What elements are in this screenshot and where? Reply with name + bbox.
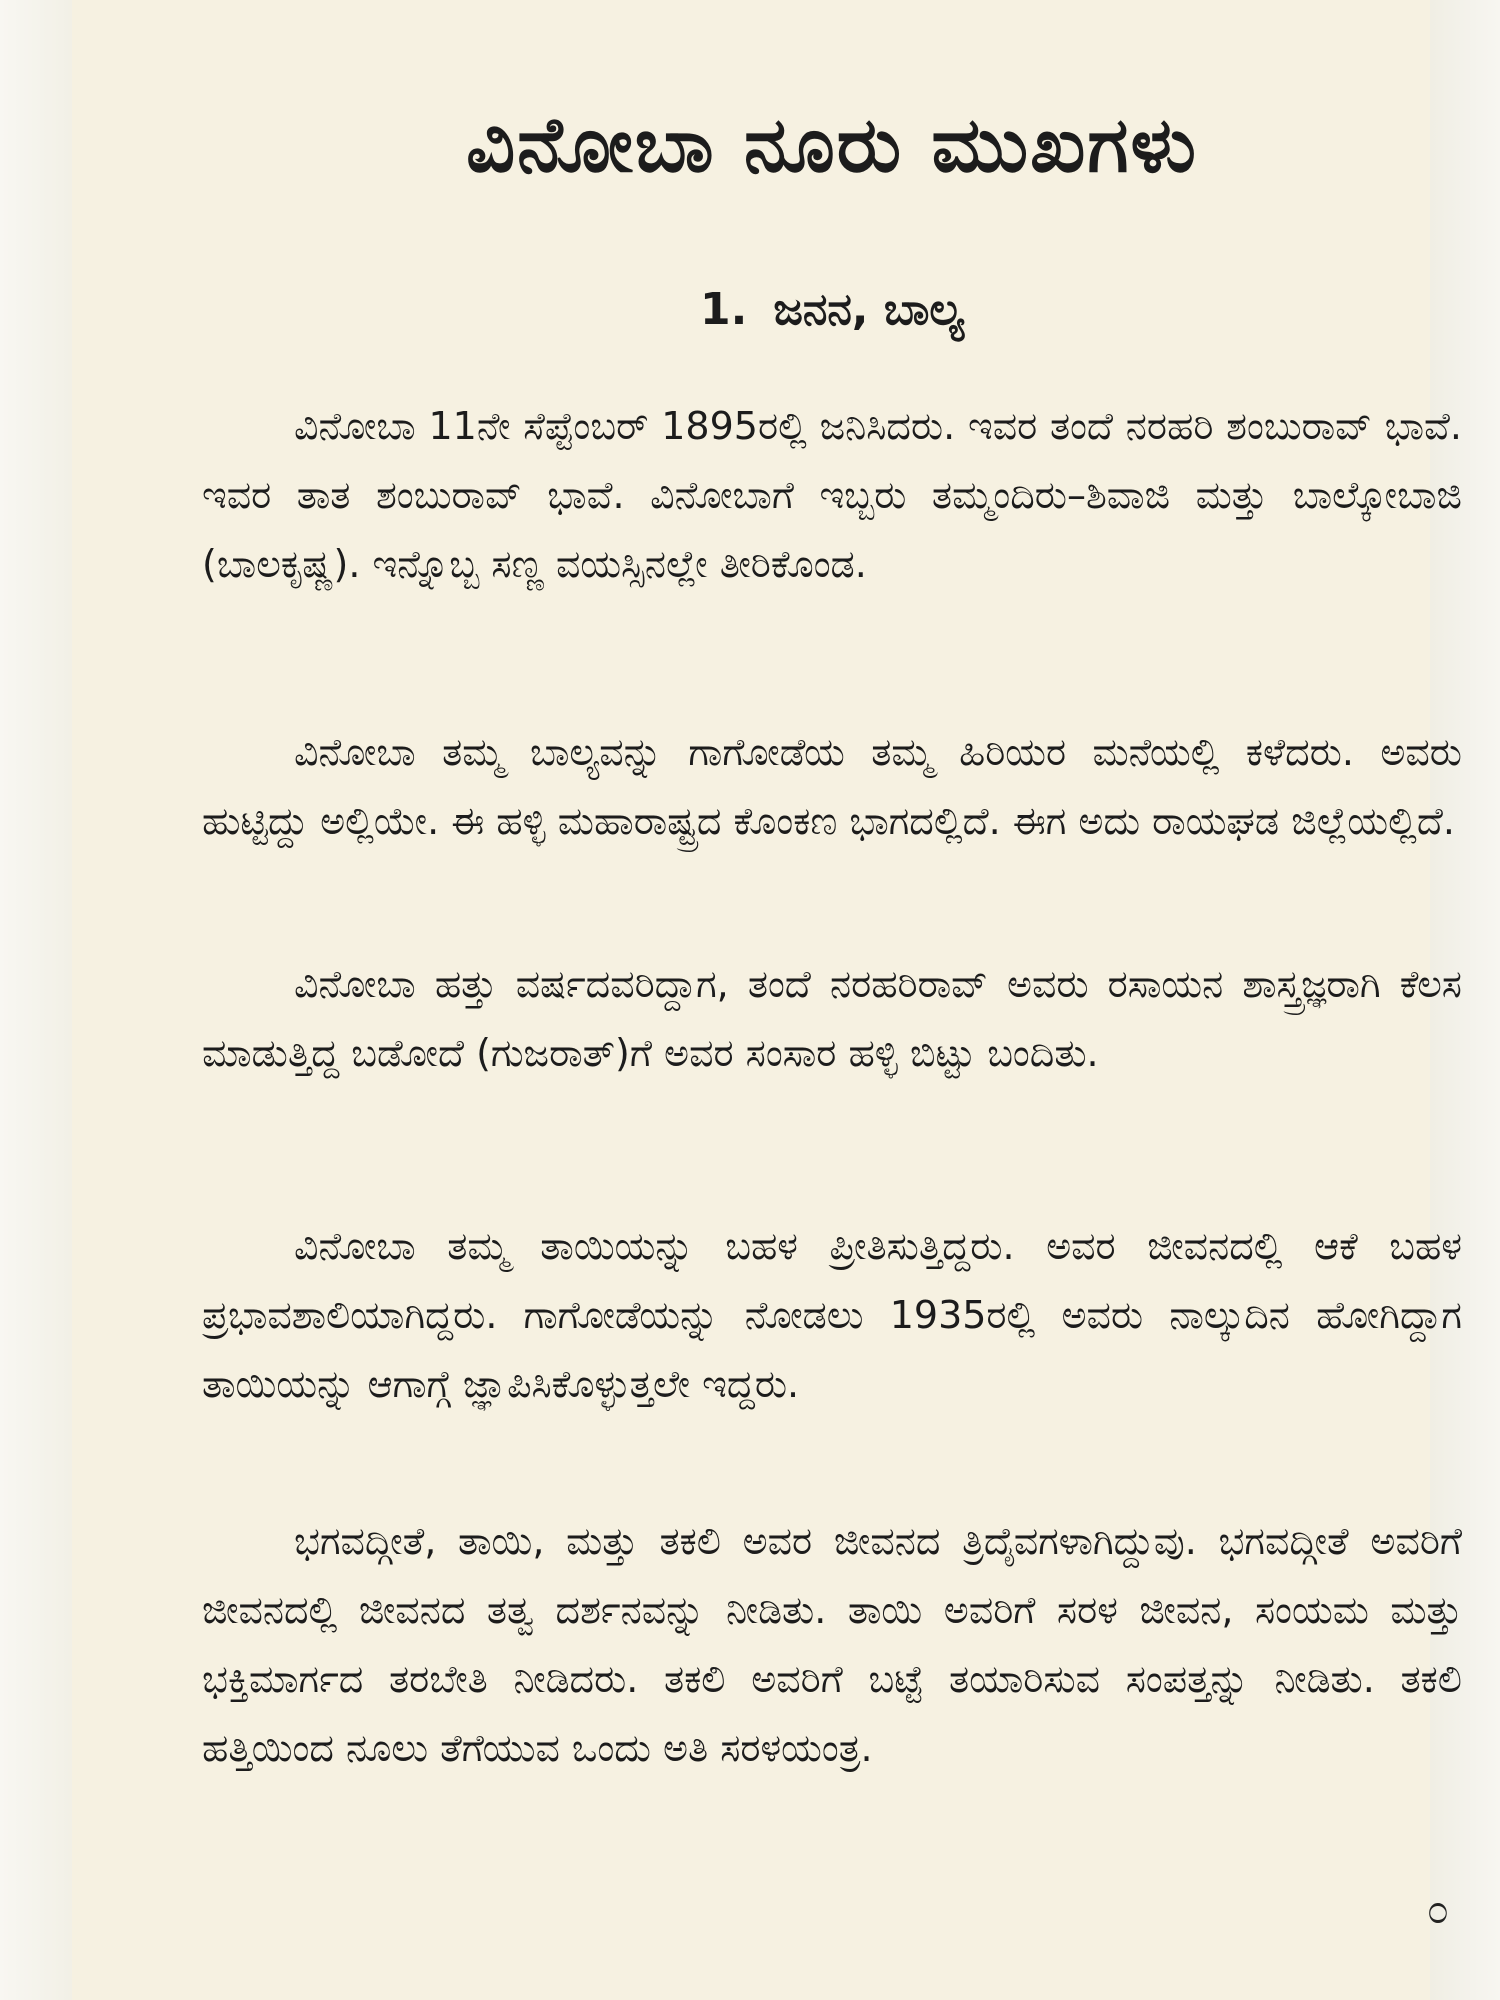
scan-margin-left (0, 0, 72, 2000)
paragraph-three-deities: ಭಗವದ್ಗೀತೆ, ತಾಯಿ, ಮತ್ತು ತಕಲಿ ಅವರ ಜೀವನದ ತ್ರಿದೈವಗಳಾಗಿದ್ದುವು. ಭಗವದ್ಗೀತೆ ಅವರಿಗೆ ಜೀವನದಲ್ಲಿ ಜೀವನದ ತತ್ವ ದರ್ಶನವನ್ನು ನೀಡಿತು. ತಾಯಿ ಅವರಿಗೆ ಸರಳ ಜೀವನ, ಸಂಯಮ ಮತ್ತು ಭಕ್ತಿಮಾರ್ಗದ ತರಬೇತಿ ನೀಡಿದರು. ತಕಲಿ ಅವರಿಗೆ ಬಟ್ಟೆ ತಯಾರಿಸುವ ಸಂಪತ್ತನ್ನು ನೀಡಿತು. ತಕಲಿ ಹತ್ತಿಯಿಂದ ನೂಲು ತೆಗೆಯುವ ಒಂದು ಅತಿ ಸರಳಯಂತ್ರ. (202, 1519, 1462, 1770)
chapter-heading (202, 280, 1462, 340)
running-head-faded (242, 0, 1402, 24)
paragraph-move-to-baroda: ವಿನೋಬಾ ಹತ್ತು ವರ್ಷದವರಿದ್ದಾಗ, ತಂದೆ ನರಹರಿರಾವ್ ಅವರು ರಸಾಯನ ಶಾಸ್ತ್ರಜ್ಞರಾಗಿ ಕೆಲಸ ಮಾಡುತ್ತಿದ್ದ ಬಡೋದೆ (ಗುಜರಾತ್)ಗೆ ಅವರ ಸಂಸಾರ ಹಳ್ಳಿ ಬಿಟ್ಟು ಬಂದಿತು. (202, 962, 1462, 1075)
book-page (72, 0, 1462, 2000)
page-number: ೦ (1426, 1887, 1450, 1933)
book-title: ವಿನೋಬಾ ನೂರು ಮುಖಗಳು (466, 100, 1198, 189)
paragraph-birth: ವಿನೋಬಾ 11ನೇ ಸೆಪ್ಟೆಂಬರ್ 1895ರಲ್ಲಿ ಜನಿಸಿದರು. ಇವರ ತಂದೆ ನರಹರಿ ಶಂಬುರಾವ್ ಭಾವೆ. ಇವರ ತಾತ ಶಂಬುರಾವ್ ಭಾವೆ. ವಿನೋಬಾಗೆ ಇಬ್ಬರು ತಮ್ಮಂದಿರು–ಶಿವಾಜಿ ಮತ್ತು ಬಾಲ್ಕೋಬಾಜಿ (ಬಾಲಕೃಷ್ಣ). ಇನ್ನೊಬ್ಬ ಸಣ್ಣ ವಯಸ್ಸಿನಲ್ಲೇ ತೀರಿಕೊಂಡ. (202, 404, 1462, 586)
chapter-number: 1. (699, 284, 748, 335)
paragraph-childhood: ವಿನೋಬಾ ತಮ್ಮ ಬಾಲ್ಯವನ್ನು ಗಾಗೋಡೆಯ ತಮ್ಮ ಹಿರಿಯರ ಮನೆಯಲ್ಲಿ ಕಳೆದರು. ಅವರು ಹುಟ್ಟಿದ್ದು ಅಲ್ಲಿಯೇ. ಈ ಹಳ್ಳಿ ಮಹಾರಾಷ್ಟ್ರದ ಕೊಂಕಣ ಭಾಗದಲ್ಲಿದೆ. ಈಗ ಅದು ರಾಯಘಡ ಜಿಲ್ಲೆಯಲ್ಲಿದೆ. (202, 730, 1462, 843)
chapter-title: ಜನನ, ಬಾಲ್ಯ (773, 284, 965, 335)
paragraph-mother: ವಿನೋಬಾ ತಮ್ಮ ತಾಯಿಯನ್ನು ಬಹಳ ಪ್ರೀತಿಸುತ್ತಿದ್ದರು. ಅವರ ಜೀವನದಲ್ಲಿ ಆಕೆ ಬಹಳ ಪ್ರಭಾವಶಾಲಿಯಾಗಿದ್ದರು. ಗಾಗೋಡೆಯನ್ನು ನೋಡಲು 1935ರಲ್ಲಿ ಅವರು ನಾಲ್ಕುದಿನ ಹೋಗಿದ್ದಾಗ ತಾಯಿಯನ್ನು ಆಗಾಗ್ಗೆ ಜ್ಞಾಪಿಸಿಕೊಳ್ಳುತ್ತಲೇ ಇದ್ದರು. (202, 1224, 1462, 1406)
